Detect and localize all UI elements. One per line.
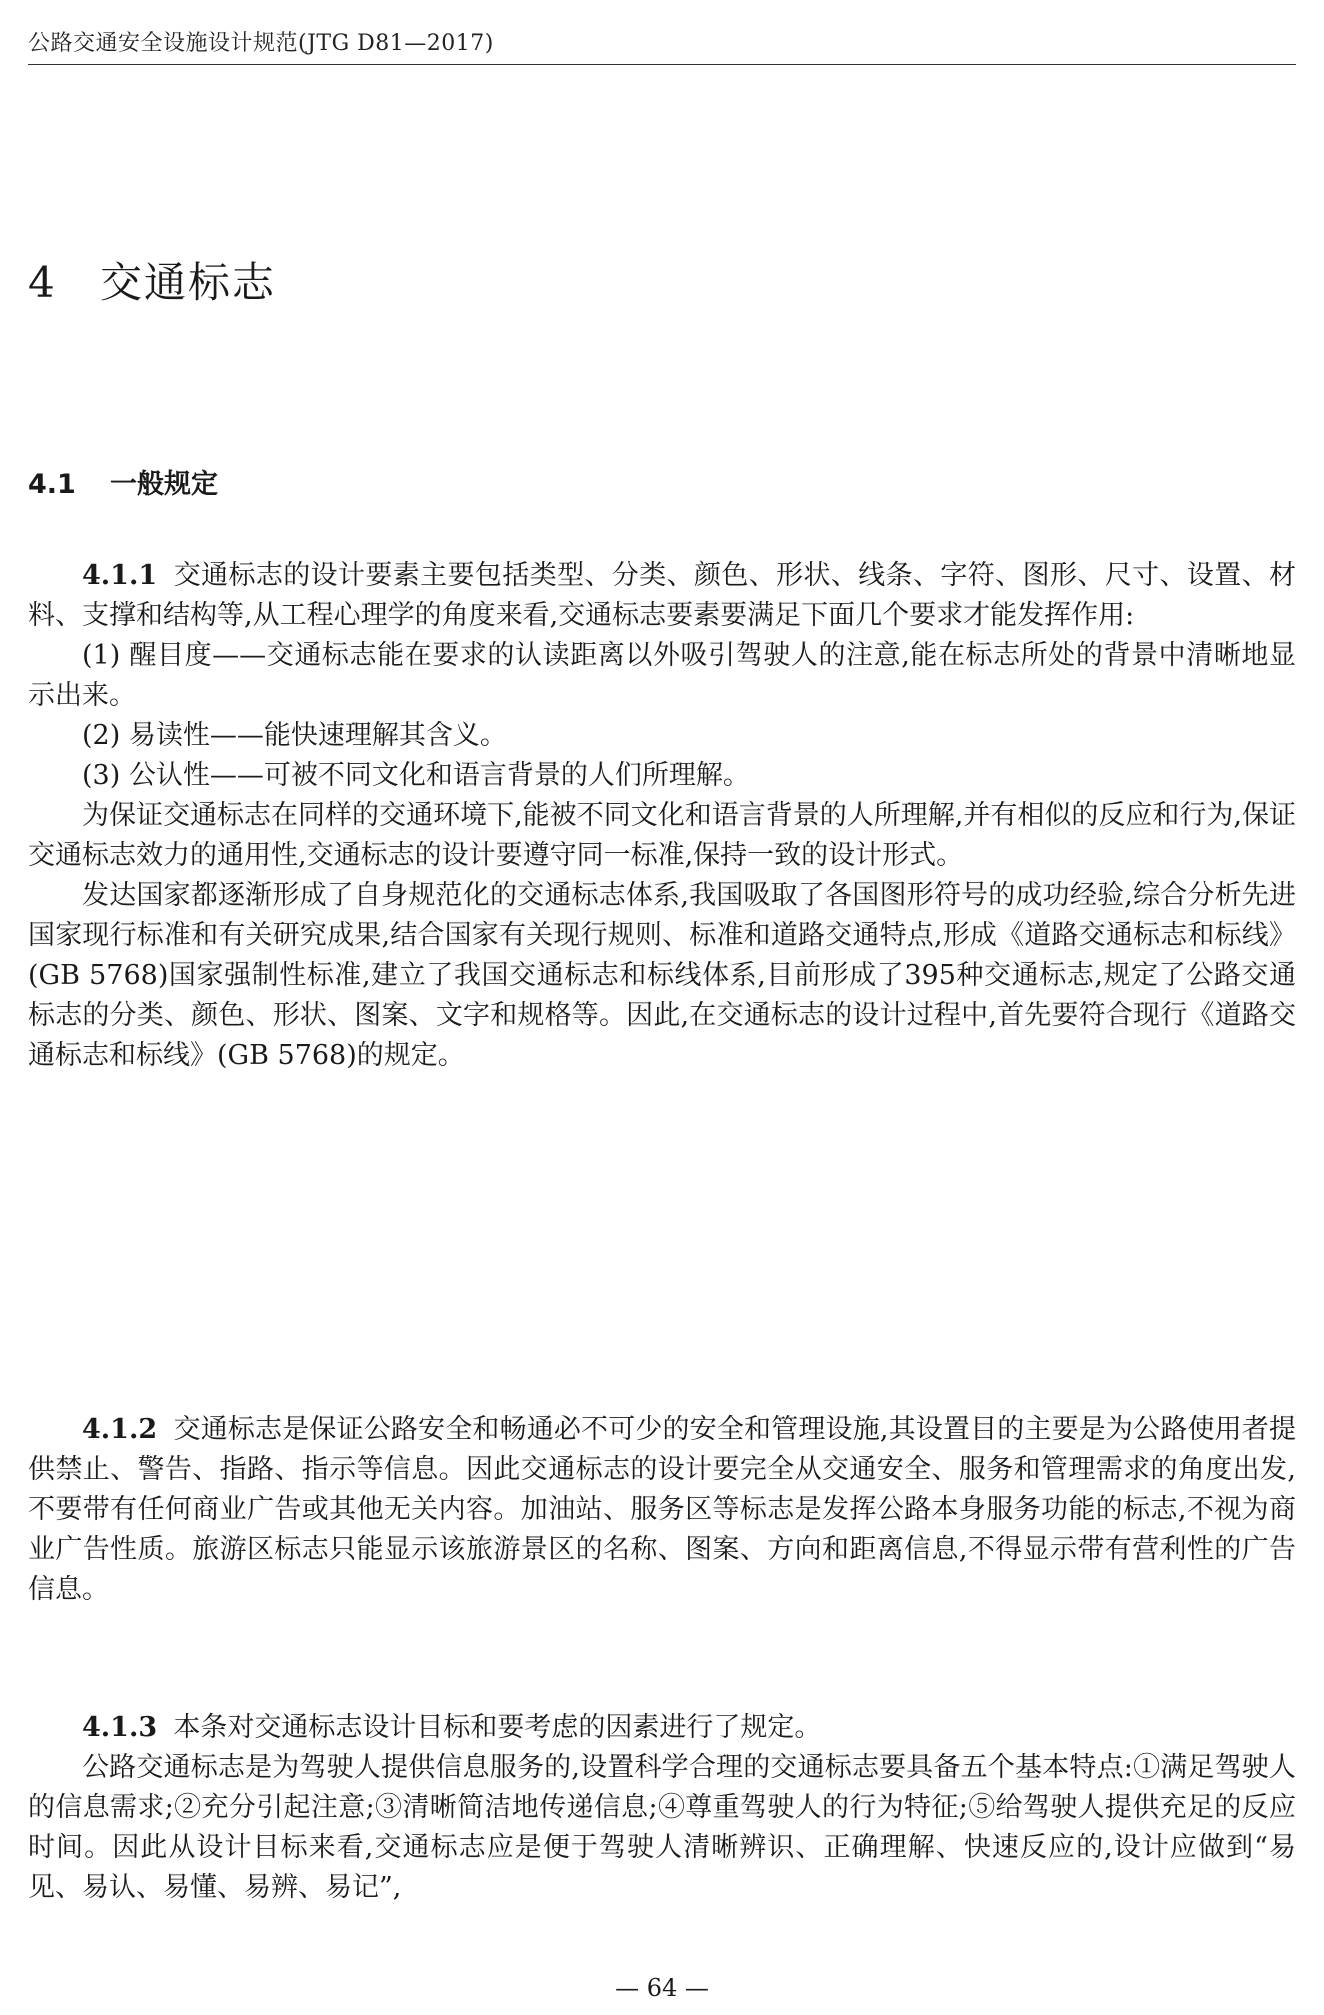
section-number: 4.1: [28, 469, 76, 500]
paragraph: 发达国家都逐渐形成了自身规范化的交通标志体系,我国吸取了各国图形符号的成功经验,综合分析先进国家现行标准和有关研究成果,结合国家有关现行规则、标准和道路交通特点,形成《道路交通标志和标线》(GB 5768)国家强制性标准,建立了我国交通标志和标线体系,目前形成了395种交通标志,规定了公路交通标志的分类、颜色、形状、图案、文字和规格等。因此,在交通标志的设计过程中,首先要符合现行《道路交通标志和标线》(GB 5768)的规定。: [28, 880, 1296, 1071]
clause-4-1-3: [28, 1708, 1296, 1908]
chapter-title-text: 交通标志: [100, 258, 277, 307]
clause-paragraph: [28, 1410, 1296, 1610]
paragraph-text: 交通标志是保证公路安全和畅通必不可少的安全和管理设施,其设置目的主要是为公路使用者提供禁止、警告、指路、指示等信息。因此交通标志的设计要完全从交通安全、服务和管理需求的角度出发,不要带有任何商业广告或其他无关内容。加油站、服务区等标志是发挥公路本身服务功能的标志,不视为商业广告性质。旅游区标志只能显示该旅游景区的名称、图案、方向和距离信息,不得显示带有营利性的广告信息。: [28, 1414, 1296, 1605]
chapter-title: [28, 250, 276, 310]
paragraph: 为保证交通标志在同样的交通环境下,能被不同文化和语言背景的人所理解,并有相似的反应和行为,保证交通标志效力的通用性,交通标志的设计要遵守同一标准,保持一致的设计形式。: [28, 800, 1296, 871]
header-rule: [28, 64, 1296, 65]
paragraph-text: 本条对交通标志设计目标和要考虑的因素进行了规定。: [173, 1712, 822, 1743]
clause-number: 4.1.3: [82, 1712, 158, 1743]
paragraph-text: 交通标志的设计要素主要包括类型、分类、颜色、形状、线条、字符、图形、尺寸、设置、材料、支撑和结构等,从工程心理学的角度来看,交通标志要素要满足下面几个要求才能发挥作用:: [28, 560, 1296, 631]
paragraph: (2) 易读性——能快速理解其含义。: [82, 720, 507, 751]
clause-number: 4.1.2: [82, 1414, 158, 1445]
clause-4-1-1: [28, 556, 1296, 1076]
clause-paragraph: [28, 556, 1296, 636]
page-number: — 64 —: [615, 1974, 709, 2002]
paragraph: (3) 公认性——可被不同文化和语言背景的人们所理解。: [82, 760, 750, 791]
clause-number: 4.1.1: [82, 560, 158, 591]
paragraph: 公路交通标志是为驾驶人提供信息服务的,设置科学合理的交通标志要具备五个基本特点:①满足驾驶人的信息需求;②充分引起注意;③清晰简洁地传递信息;④尊重驾驶人的行为特征;⑤给驾驶人提供充足的反应时间。因此从设计目标来看,交通标志应是便于驾驶人清晰辨识、正确理解、快速反应的,设计应做到“易见、易认、易懂、易辨、易记”,: [28, 1752, 1296, 1903]
clause-4-1-2: [28, 1410, 1296, 1610]
running-header: 公路交通安全设施设计规范(JTG D81—2017): [28, 31, 494, 56]
section-title-text: 一般规定: [110, 469, 218, 500]
section-title: [28, 462, 218, 501]
paragraph: (1) 醒目度——交通标志能在要求的认读距离以外吸引驾驶人的注意,能在标志所处的背景中清晰地显示出来。: [28, 640, 1296, 711]
clause-paragraph: [28, 1708, 1296, 1748]
chapter-number: 4: [28, 258, 57, 307]
